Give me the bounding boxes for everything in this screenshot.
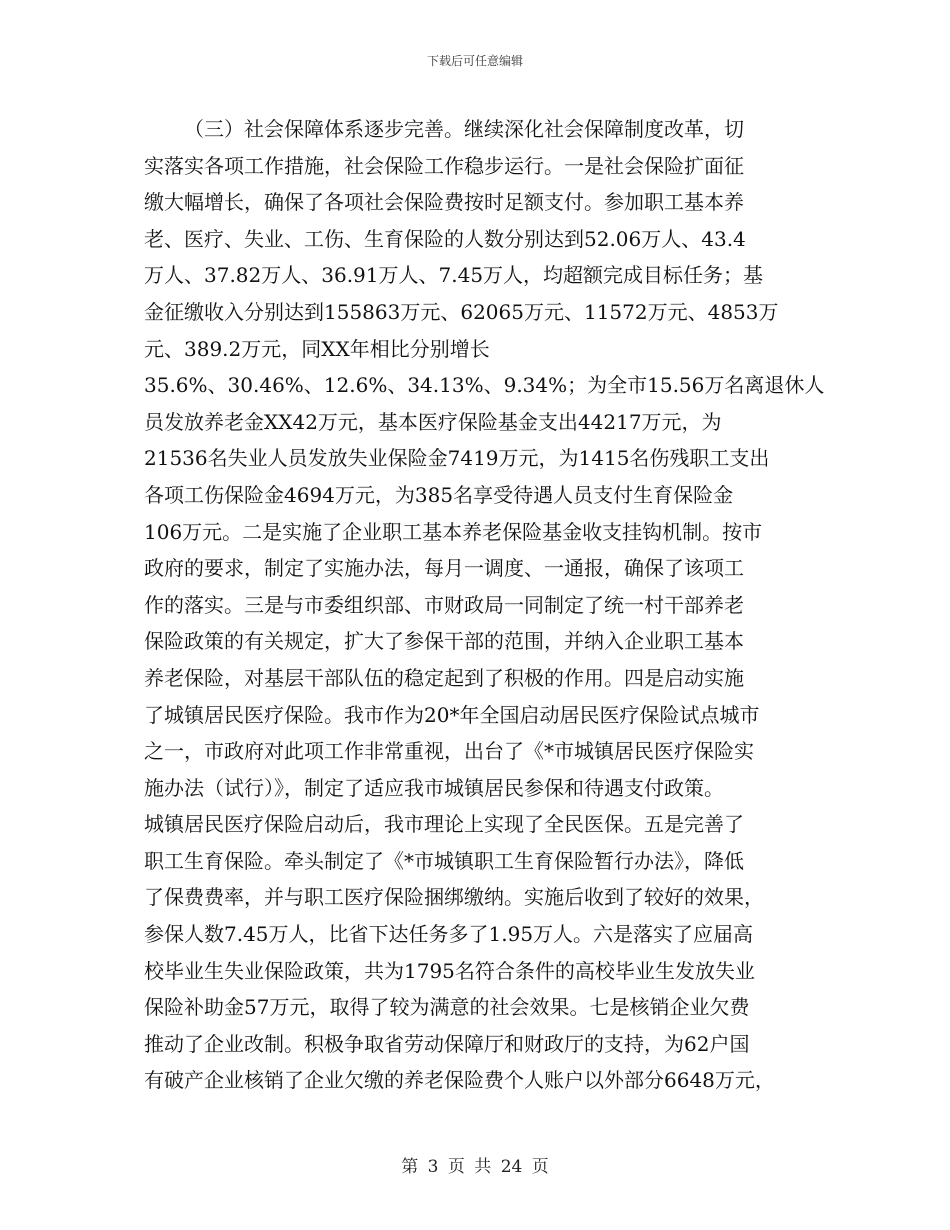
text-line: 城镇居民医疗保险启动后，我市理论上实现了全民医保。五是完善了	[144, 812, 744, 837]
text-line: 员发放养老金XX42万元，基本医疗保险基金支出44217万元，为	[144, 409, 722, 434]
text-line: 106万元。二是实施了企业职工基本养老保险基金收支挂钩机制。按市	[144, 519, 763, 544]
page-number-footer: 第 3 页 共 24 页	[401, 1157, 549, 1177]
text-line: 老、医疗、失业、工伤、生育保险的人数分别达到52.06万人、43.4	[144, 226, 746, 251]
text-line: 了城镇居民医疗保险。我市作为20*年全国启动居民医疗保险试点城市	[144, 702, 760, 727]
text-line: 职工生育保险。牵头制定了《*市城镇职工生育保险暂行办法》，降低	[144, 848, 744, 873]
text-line: 金征缴收入分别达到155863万元、62065万元、11572万元、4853万	[144, 299, 779, 324]
text-line: 参保人数7.45万人，比省下达任务多了1.95万人。六是落实了应届高	[144, 922, 754, 947]
text-line: 校毕业生失业保险政策，共为1795名符合条件的高校毕业生发放失业	[144, 958, 755, 983]
text-line: 各项工伤保险金4694万元，为385名享受待遇人员支付生育保险金	[144, 482, 734, 507]
text-line: 推动了企业改制。积极争取省劳动保障厅和财政厅的支持，为62户国	[144, 1031, 750, 1056]
text-line: 政府的要求，制定了实施办法，每月一调度、一通报，确保了该项工	[144, 556, 744, 581]
text-line: 养老保险，对基层干部队伍的稳定起到了积极的作用。四是启动实施	[144, 665, 744, 690]
text-line: 作的落实。三是与市委组织部、市财政局一同制定了统一村干部养老	[144, 592, 744, 617]
text-line: 万人、37.82万人、36.91万人、7.45万人，均超额完成目标任务；基	[144, 263, 764, 288]
text-line: 有破产企业核销了企业欠缴的养老保险费个人账户以外部分6648万元，	[144, 1068, 775, 1093]
text-line: 实落实各项工作措施，社会保险工作稳步运行。一是社会保险扩面征	[144, 153, 744, 178]
page-header-note: 下载后可任意编辑	[426, 54, 523, 68]
text-line: 施办法（试行）》，制定了适应我市城镇居民参保和待遇支付政策。	[144, 775, 724, 800]
body-text	[144, 111, 825, 1099]
text-line: 之一，市政府对此项工作非常重视，出台了《*市城镇居民医疗保险实	[144, 739, 754, 764]
text-line: 21536名失业人员发放失业保险金7419万元，为1415名伤残职工支出	[144, 446, 770, 471]
text-line: 了保费费率，并与职工医疗保险捆绑缴纳。实施后收到了较好的效果，	[144, 885, 764, 910]
text-line: （三）社会保障体系逐步完善。继续深化社会保障制度改革，切	[184, 117, 744, 141]
text-line: 缴大幅增长，确保了各项社会保险费按时足额支付。参加职工基本养	[144, 190, 744, 215]
text-line: 保险政策的有关规定，扩大了参保干部的范围，并纳入企业职工基本	[144, 629, 744, 654]
text-line: 保险补助金57万元，取得了较为满意的社会效果。七是核销企业欠费	[144, 995, 750, 1020]
text-line: 35.6%、30.46%、12.6%、34.13%、9.34%；为全市15.56万名离退休人	[144, 373, 825, 398]
text-line: 元、389.2万元，同XX年相比分别增长	[144, 336, 490, 361]
